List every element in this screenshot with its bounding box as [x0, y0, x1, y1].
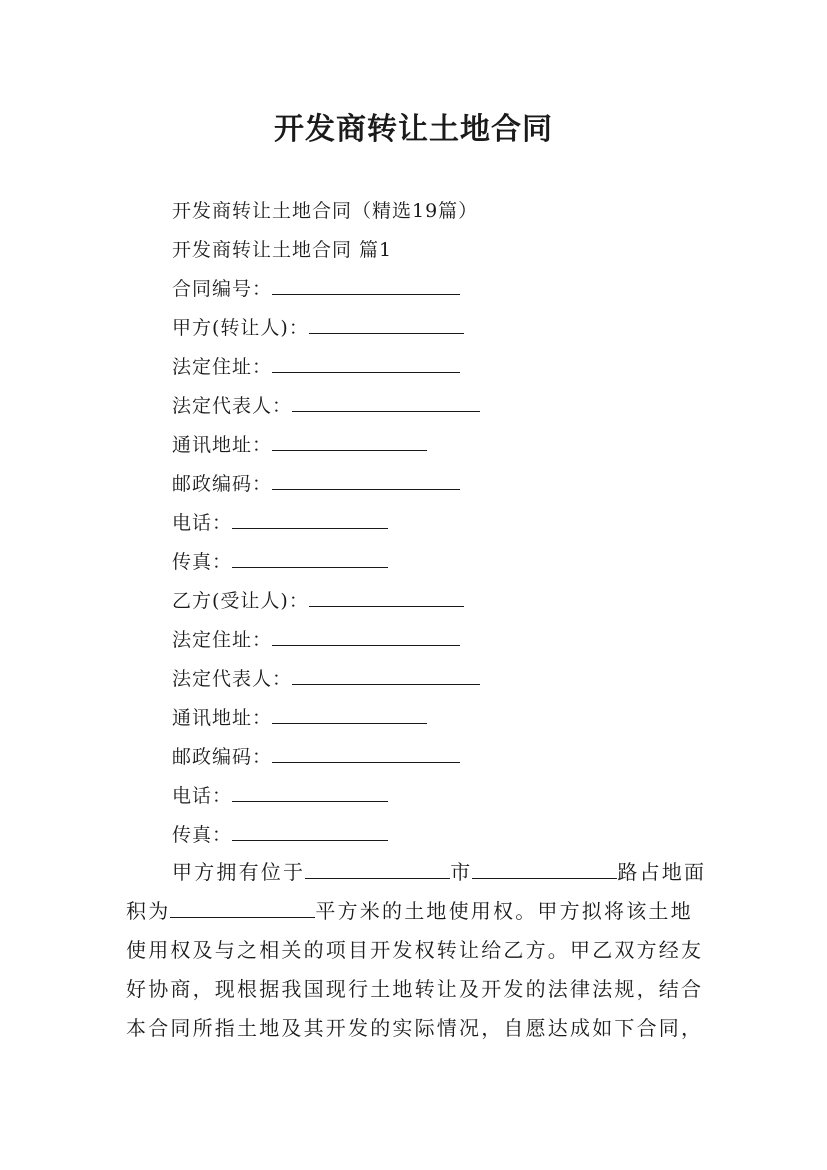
contract-number-field [172, 276, 460, 302]
road-blank [472, 860, 617, 879]
party-a-rep-blank [292, 393, 480, 412]
document-title: 开发商转让土地合同 [274, 112, 553, 147]
party-b-mail-address-field [172, 705, 427, 731]
party-b-rep-blank [292, 666, 480, 685]
party-a-fax-blank [232, 549, 388, 568]
area-blank [170, 899, 315, 918]
body-line-1 [172, 859, 706, 885]
body-text-area: 平方米的土地使用权。甲方拟将该土地 [315, 899, 693, 923]
body-line-5: 本合同所指土地及其开发的实际情况，自愿达成如下合同， [126, 1016, 704, 1040]
party-a-fax-label: 传真： [172, 551, 233, 573]
party-a-heading: 甲方(转让人)： [172, 317, 309, 339]
document-subtitle: 开发商转让土地合同（精选19篇） [172, 200, 479, 222]
body-line-4: 好协商，现根据我国现行土地转让及开发的法律法规，结合 [126, 977, 704, 1001]
section-heading: 开发商转让土地合同 篇1 [172, 239, 393, 261]
party-a-phone-field [172, 510, 388, 536]
party-b-rep-label: 法定代表人： [172, 668, 293, 690]
contract-number-blank [272, 276, 460, 295]
party-b-rep-field [172, 666, 480, 692]
body-line-3: 使用权及与之相关的项目开发权转让给乙方。甲乙双方经友 [126, 938, 704, 962]
party-a-address-field [172, 354, 460, 380]
body-text-area-intro: 积为 [126, 899, 171, 923]
party-a-phone-label: 电话： [172, 512, 233, 534]
party-a-postcode-field [172, 471, 460, 497]
party-b-address-blank [272, 627, 460, 646]
party-a-postcode-label: 邮政编码： [172, 473, 273, 495]
body-text-location-intro: 甲方拥有位于 [172, 860, 306, 884]
body-text-city: 市 [450, 860, 473, 884]
body-text-road: 路占地面 [617, 860, 707, 884]
party-a-address-label: 法定住址： [172, 356, 273, 378]
party-a-mail-address-field [172, 432, 427, 458]
party-a-mail-address-blank [272, 432, 427, 451]
party-a-address-blank [272, 354, 460, 373]
party-a-fax-field [172, 549, 388, 575]
party-a-rep-label: 法定代表人： [172, 395, 293, 417]
party-b-postcode-blank [272, 744, 460, 763]
city-blank [305, 860, 450, 879]
party-b-heading: 乙方(受让人)： [172, 590, 309, 612]
party-b-mail-address-label: 通讯地址： [172, 707, 273, 729]
party-b-fax-label: 传真： [172, 824, 233, 846]
party-b-postcode-field [172, 744, 460, 770]
party-a-postcode-blank [272, 471, 460, 490]
party-a-mail-address-label: 通讯地址： [172, 434, 273, 456]
party-b-heading-field [172, 588, 464, 614]
party-b-phone-blank [232, 783, 388, 802]
party-b-phone-label: 电话： [172, 785, 233, 807]
party-a-heading-field [172, 315, 464, 341]
party-a-rep-field [172, 393, 480, 419]
party-a-phone-blank [232, 510, 388, 529]
party-b-mail-address-blank [272, 705, 427, 724]
party-b-fax-field [172, 822, 388, 848]
party-b-fax-blank [232, 822, 388, 841]
party-b-name-blank [309, 588, 464, 607]
party-b-address-label: 法定住址： [172, 629, 273, 651]
contract-number-label: 合同编号： [172, 278, 273, 300]
party-a-name-blank [309, 315, 464, 334]
party-b-postcode-label: 邮政编码： [172, 746, 273, 768]
party-b-address-field [172, 627, 460, 653]
party-b-phone-field [172, 783, 388, 809]
body-line-2 [126, 898, 693, 924]
